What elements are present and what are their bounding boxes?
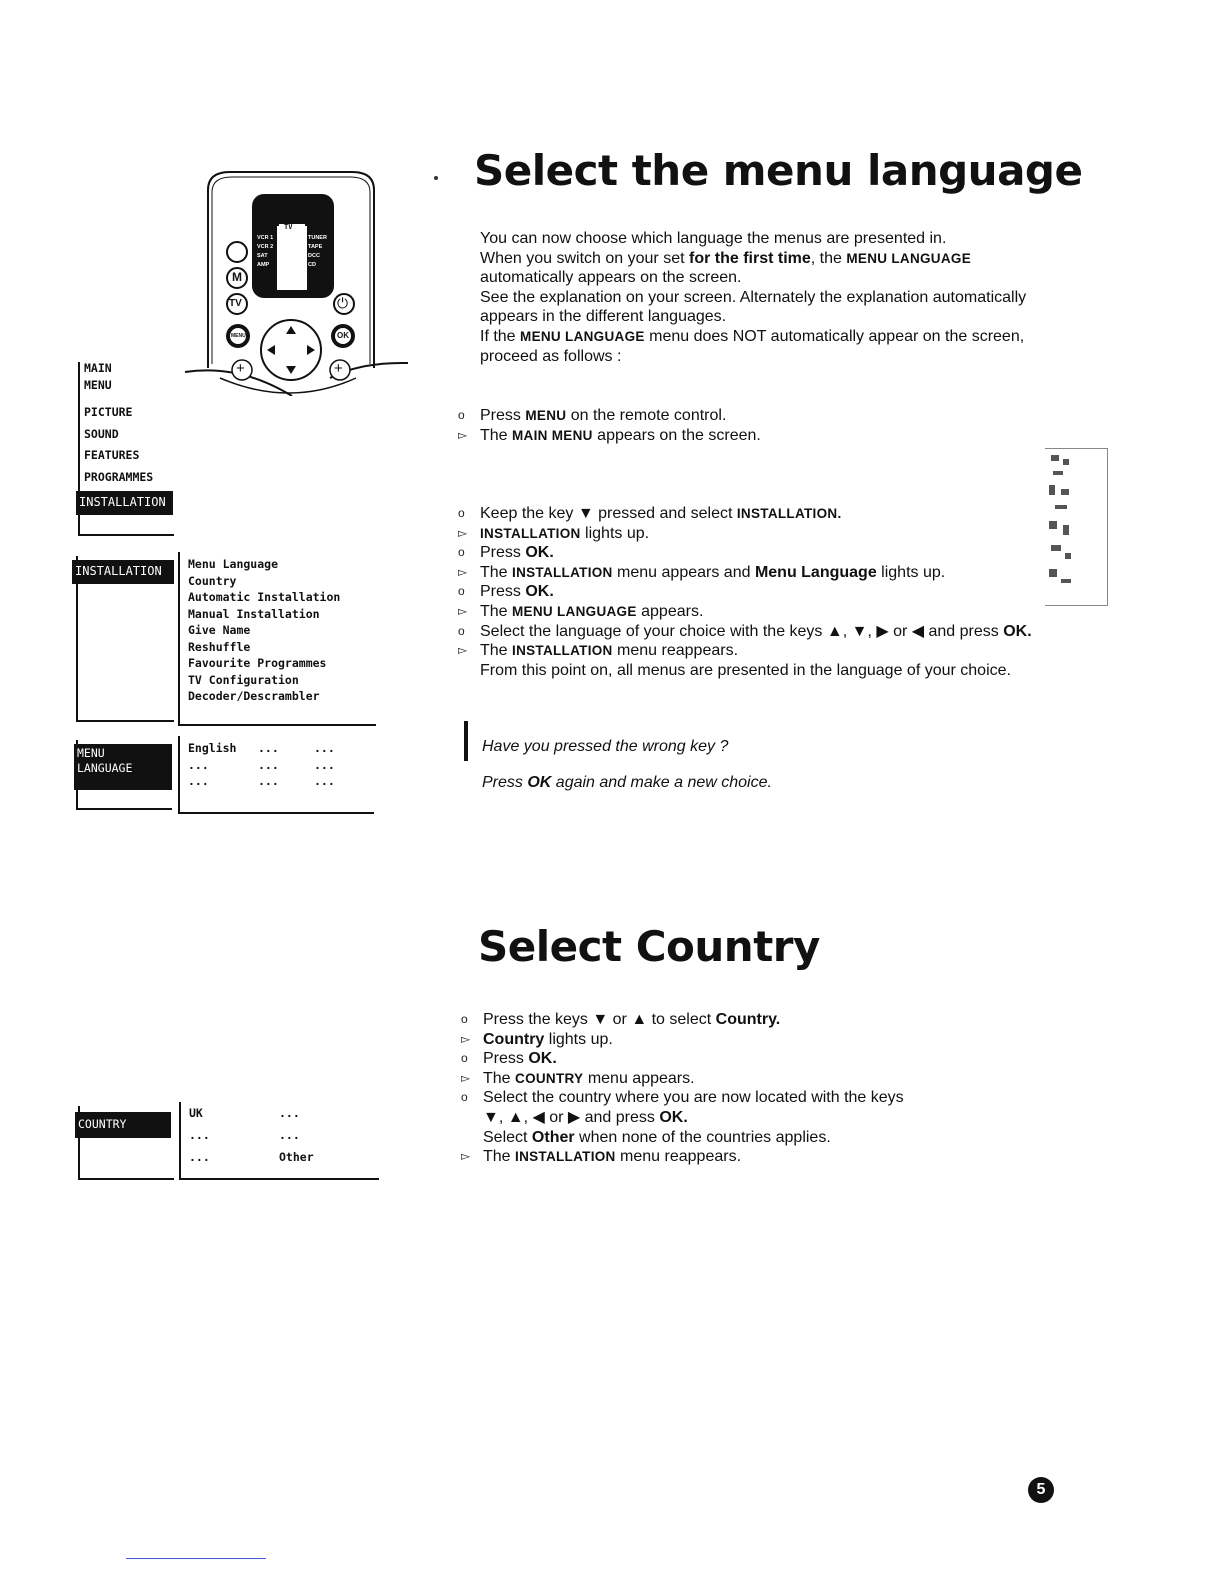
bullet-circle-icon: o bbox=[458, 584, 465, 599]
language-menu-grid bbox=[178, 736, 374, 814]
result-arrow-icon: ▻ bbox=[458, 603, 468, 618]
step-item bbox=[461, 1147, 904, 1167]
step-item bbox=[458, 524, 1032, 544]
section1-intro bbox=[480, 229, 1060, 366]
main-menu-selected-installation: INSTALLATION bbox=[76, 491, 173, 515]
text-run: again and make a new choice. bbox=[551, 773, 772, 791]
bullet-circle-icon: o bbox=[461, 1090, 468, 1105]
bold-run: Country. bbox=[715, 1011, 781, 1028]
text-run: ▼, ▲, ◀ or ▶ and press bbox=[483, 1108, 660, 1126]
step-item bbox=[458, 622, 1032, 642]
main-menu-title bbox=[84, 360, 112, 393]
ok-key-label: OK bbox=[337, 331, 349, 340]
side-illustration-svg bbox=[1045, 449, 1107, 605]
main-menu-title-line: MAIN bbox=[84, 361, 112, 375]
country-menu-header: COUNTRY bbox=[75, 1112, 171, 1138]
text-run: The bbox=[480, 426, 513, 444]
text-line bbox=[480, 347, 1060, 367]
step-item bbox=[461, 1108, 904, 1128]
text-run: Select the language of your choice with the keys ▲, ▼, ▶ or ◀ and press bbox=[480, 622, 1004, 640]
language-cell: ... bbox=[258, 757, 279, 772]
remote-display-source: SAT bbox=[257, 253, 268, 259]
step-item bbox=[458, 406, 761, 426]
country-table bbox=[189, 1102, 369, 1168]
main-menu-title-line: MENU bbox=[84, 377, 112, 392]
step-item bbox=[458, 602, 1032, 622]
bullet-circle-icon: o bbox=[461, 1051, 468, 1066]
installation-menu-item: Decoder/Descrambler bbox=[188, 689, 320, 703]
country-cell: ... bbox=[279, 1127, 300, 1142]
text-line bbox=[480, 229, 1060, 249]
text-run: If the bbox=[480, 327, 521, 345]
bold-run: OK. bbox=[659, 1108, 688, 1126]
remote-display-source: AMP bbox=[257, 262, 270, 268]
text-run: Press bbox=[480, 583, 526, 601]
text-run: From this point on, all menus are presented in the language of your choice. bbox=[480, 661, 1011, 679]
smallcaps-run: INSTALLATION bbox=[512, 643, 613, 659]
text-run: You can now choose which language the menus are presented in. bbox=[480, 230, 947, 247]
country-cell: ... bbox=[189, 1149, 210, 1164]
step-item bbox=[461, 1128, 904, 1148]
remote-svg bbox=[180, 168, 410, 396]
result-arrow-icon: ▻ bbox=[461, 1149, 471, 1164]
page-number-badge: 5 bbox=[1028, 1477, 1054, 1503]
language-cell: ... bbox=[314, 757, 335, 772]
result-arrow-icon: ▻ bbox=[458, 564, 468, 579]
text-run: menu appears. bbox=[583, 1069, 695, 1087]
bullet-circle-icon: o bbox=[458, 623, 465, 638]
text-run: The bbox=[480, 602, 513, 620]
smallcaps-run: INSTALLATION bbox=[480, 525, 581, 541]
smallcaps-run: MAIN MENU bbox=[512, 427, 593, 443]
text-run: appears in the different languages. bbox=[480, 308, 727, 326]
remote-display-source: VCR 1 bbox=[257, 235, 274, 241]
step-item bbox=[461, 1049, 904, 1069]
step-item bbox=[461, 1010, 904, 1030]
text-run: The bbox=[483, 1148, 516, 1166]
bold-run: for the first time bbox=[688, 249, 811, 267]
text-run: lights up. bbox=[580, 524, 650, 542]
text-line bbox=[480, 288, 1060, 308]
smallcaps-run: INSTALLATION. bbox=[736, 506, 842, 521]
remote-display-left bbox=[257, 234, 273, 270]
text-run: proceed as follows : bbox=[480, 347, 622, 365]
language-row bbox=[188, 757, 364, 774]
country-row bbox=[189, 1124, 369, 1146]
text-run: menu appears and bbox=[612, 563, 755, 581]
country-row bbox=[189, 1102, 369, 1124]
bullet-circle-icon: o bbox=[458, 408, 465, 422]
remote-display-header: TV bbox=[284, 223, 293, 231]
plus-key-right-label: + bbox=[334, 360, 343, 377]
bullet-circle-icon: o bbox=[458, 506, 465, 520]
step-item bbox=[461, 1030, 904, 1050]
smallcaps-run: MENU LANGUAGE bbox=[512, 603, 637, 619]
remote-display-source: TUNER bbox=[308, 235, 327, 241]
text-run: When you switch on your set bbox=[480, 249, 689, 267]
country-cell: ... bbox=[279, 1105, 300, 1120]
installation-menu-item: Menu Language bbox=[188, 557, 279, 571]
smallcaps-run: COUNTRY bbox=[515, 1070, 584, 1086]
text-run: automatically appears on the screen. bbox=[480, 269, 742, 287]
remote-display-source: TAPE bbox=[308, 244, 323, 250]
bold-run: OK. bbox=[1003, 622, 1032, 640]
text-run: Press bbox=[482, 773, 528, 791]
step-item bbox=[458, 504, 1032, 524]
language-header-line: MENU bbox=[77, 746, 105, 760]
smallcaps-run: MENU LANGUAGE bbox=[846, 250, 972, 266]
result-arrow-icon: ▻ bbox=[461, 1070, 471, 1085]
remote-display-right bbox=[308, 234, 327, 270]
step-item bbox=[458, 563, 1032, 583]
bottom-rule bbox=[126, 1558, 266, 1559]
side-illustration bbox=[1045, 448, 1108, 606]
text-run: appears. bbox=[636, 602, 704, 620]
installation-menu-header: INSTALLATION bbox=[72, 560, 174, 584]
language-cell: English bbox=[188, 741, 237, 755]
text-line bbox=[480, 307, 1060, 327]
text-run: Press bbox=[480, 407, 526, 424]
installation-menu-item: TV Configuration bbox=[188, 672, 299, 687]
text-run: Select bbox=[483, 1128, 532, 1146]
language-cell: ... bbox=[314, 774, 335, 788]
language-table bbox=[188, 740, 364, 790]
text-run: when none of the countries applies. bbox=[574, 1128, 831, 1146]
bullet-circle-icon: o bbox=[458, 545, 465, 560]
section1-steps-b bbox=[458, 504, 1032, 680]
step-item bbox=[458, 543, 1032, 563]
text-run: The bbox=[480, 642, 513, 660]
installation-menu-item: Manual Installation bbox=[188, 606, 320, 621]
remote-control-illustration bbox=[180, 168, 410, 396]
language-cell: ... bbox=[314, 741, 335, 755]
bold-run: Country bbox=[483, 1030, 545, 1048]
country-cell: ... bbox=[189, 1127, 210, 1142]
installation-menu-items bbox=[178, 552, 376, 726]
text-run: The bbox=[483, 1069, 516, 1087]
step-item bbox=[461, 1069, 904, 1089]
plus-key-left-label: + bbox=[236, 360, 245, 377]
language-cell: ... bbox=[258, 774, 279, 788]
text-run: lights up. bbox=[544, 1030, 613, 1048]
main-menu-item: FEATURES bbox=[84, 448, 140, 463]
text-run: menu does NOT automatically appear on the screen, bbox=[644, 327, 1025, 345]
text-run: Keep the key ▼ pressed and select bbox=[480, 505, 737, 522]
step-item bbox=[458, 426, 761, 446]
bullet-circle-icon: o bbox=[461, 1012, 468, 1026]
section1-steps-a bbox=[458, 406, 761, 445]
remote-display-source: VCR 2 bbox=[257, 244, 274, 250]
language-menu-header bbox=[74, 744, 172, 790]
text-run: Select the country where you are now located with the keys bbox=[483, 1089, 904, 1107]
remote-display-source: DCC bbox=[308, 253, 320, 259]
text-line bbox=[480, 249, 1060, 269]
bold-run: OK. bbox=[528, 1050, 557, 1068]
main-menu-item: PICTURE bbox=[84, 405, 133, 419]
section2-steps bbox=[461, 1010, 904, 1167]
step-item bbox=[458, 582, 1032, 602]
m-key-label: M bbox=[232, 270, 242, 284]
step-item bbox=[458, 661, 1032, 681]
tv-key-label: TV bbox=[229, 298, 242, 309]
text-line bbox=[480, 327, 1060, 347]
bold-run: OK bbox=[527, 773, 552, 791]
main-menu-items bbox=[84, 402, 153, 489]
section2-title: Select Country bbox=[478, 922, 820, 971]
bold-run: OK. bbox=[525, 583, 554, 601]
text-run: , the bbox=[810, 249, 847, 267]
text-run: The bbox=[480, 563, 513, 581]
power-key-label: ⏻ bbox=[337, 295, 349, 311]
result-arrow-icon: ▻ bbox=[458, 525, 468, 540]
language-cell: ... bbox=[258, 741, 279, 755]
text-run: on the remote control. bbox=[566, 407, 727, 424]
main-menu-item: SOUND bbox=[84, 426, 119, 441]
language-cell: ... bbox=[188, 757, 209, 772]
text-run: menu reappears. bbox=[615, 1148, 742, 1166]
text-run: lights up. bbox=[876, 563, 946, 581]
text-run: Press the keys ▼ or ▲ to select bbox=[483, 1011, 716, 1028]
country-menu-grid bbox=[179, 1102, 379, 1180]
bold-run: Menu Language bbox=[754, 563, 877, 581]
text-run: Have you pressed the wrong key ? bbox=[482, 738, 729, 755]
text-run: See the explanation on your screen. Alternately the explanation automatically bbox=[480, 288, 1027, 306]
language-cell: ... bbox=[188, 774, 209, 788]
smallcaps-run: INSTALLATION bbox=[515, 1149, 616, 1165]
language-row bbox=[188, 740, 364, 757]
country-cell: Other bbox=[279, 1149, 314, 1164]
step-item bbox=[458, 641, 1032, 661]
result-arrow-icon: ▻ bbox=[458, 427, 468, 442]
installation-menu-item: Favourite Programmes bbox=[188, 656, 327, 670]
note-bar bbox=[464, 721, 468, 761]
step-item bbox=[461, 1088, 904, 1108]
text-line bbox=[482, 773, 772, 793]
country-row bbox=[189, 1146, 369, 1168]
title-dot bbox=[434, 176, 438, 180]
installation-menu-item: Reshuffle bbox=[188, 639, 251, 654]
bold-run: Other bbox=[531, 1128, 575, 1146]
result-arrow-icon: ▻ bbox=[458, 643, 468, 658]
text-run: Press bbox=[480, 544, 526, 562]
text-run: appears on the screen. bbox=[592, 426, 761, 444]
text-line bbox=[480, 268, 1060, 288]
smallcaps-run: MENU LANGUAGE bbox=[520, 328, 645, 344]
language-row bbox=[188, 773, 364, 790]
installation-menu-item: Automatic Installation bbox=[188, 590, 341, 604]
text-run: menu reappears. bbox=[612, 642, 739, 660]
result-arrow-icon: ▻ bbox=[461, 1031, 471, 1046]
text-line bbox=[482, 737, 772, 757]
wrong-key-note bbox=[482, 721, 772, 808]
country-cell: UK bbox=[189, 1105, 203, 1120]
installation-menu-item: Country bbox=[188, 573, 237, 588]
section1-title: Select the menu language bbox=[474, 146, 1083, 195]
installation-menu-item: Give Name bbox=[188, 623, 251, 637]
menu-key-label: MENU bbox=[231, 333, 246, 339]
remote-display-source: CD bbox=[308, 262, 316, 268]
language-header-line: LANGUAGE bbox=[77, 761, 133, 775]
bold-run: OK. bbox=[525, 544, 554, 562]
text-run: Press bbox=[483, 1050, 529, 1068]
smallcaps-run: INSTALLATION bbox=[512, 564, 613, 580]
main-menu-item: PROGRAMMES bbox=[84, 470, 154, 485]
smallcaps-run: MENU bbox=[525, 408, 567, 423]
